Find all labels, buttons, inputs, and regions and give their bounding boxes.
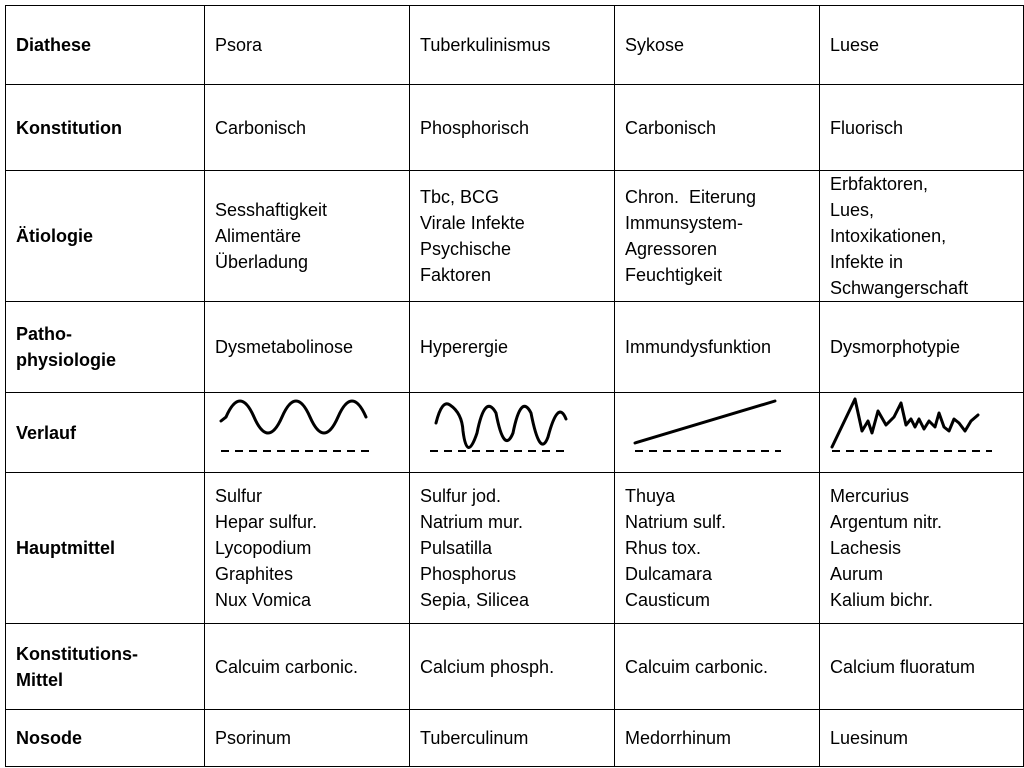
text-line: Sesshaftigkeit xyxy=(215,200,328,220)
row-verlauf xyxy=(6,393,1024,473)
cell-nosode-luese: Luesinum xyxy=(820,710,1024,767)
text-line: Mercurius xyxy=(830,486,910,506)
row-label-verlauf: Verlauf xyxy=(6,393,205,473)
sine-wave-narrow-graph xyxy=(410,393,615,472)
row-label-aetiologie: Ätiologie xyxy=(6,171,205,302)
text-line: Dulcamara xyxy=(625,564,713,584)
text-line: Erbfaktoren, xyxy=(830,174,929,194)
cell-aetiologie-tuberkulinismus xyxy=(410,171,615,302)
text-line: Thuya xyxy=(625,486,676,506)
cell-konstitution-luese: Fluorisch xyxy=(820,85,1024,171)
row-label-pathophysiologie xyxy=(6,302,205,393)
cell-verlauf-sykose xyxy=(615,393,820,473)
row-hauptmittel xyxy=(6,473,1024,624)
cell-konstitutionsmittel-tuberkulinismus: Calcium phosph. xyxy=(410,624,615,710)
text-line: Feuchtigkeit xyxy=(625,265,723,285)
text-line: Psychische xyxy=(420,239,512,259)
text-line: Faktoren xyxy=(420,265,492,285)
text-line: Causticum xyxy=(625,590,711,610)
text-line: Intoxikationen, xyxy=(830,226,947,246)
text-line: Lycopodium xyxy=(215,538,312,558)
text-line: Chron. Eiterung xyxy=(625,187,757,207)
text-line: Konstitutions- xyxy=(16,643,138,664)
text-line: Virale Infekte xyxy=(420,213,525,233)
cell-pathophysiologie-luese: Dysmorphotypie xyxy=(820,302,1024,393)
cell-konstitution-sykose: Carbonisch xyxy=(615,85,820,171)
text-line: Natrium sulf. xyxy=(625,512,727,532)
text-line: Schwangerschaft xyxy=(830,278,969,298)
row-label-nosode: Nosode xyxy=(6,710,205,767)
text-line: Tbc, BCG xyxy=(420,187,500,207)
cell-verlauf-luese xyxy=(820,393,1024,473)
cell-hauptmittel-psora xyxy=(205,473,410,624)
row-label-diathese: Diathese xyxy=(6,6,205,85)
cell-diathese-psora: Psora xyxy=(205,6,410,85)
text-line: Überladung xyxy=(215,252,309,272)
cell-pathophysiologie-psora: Dysmetabolinose xyxy=(205,302,410,393)
cell-diathese-luese: Luese xyxy=(820,6,1024,85)
cell-verlauf-psora xyxy=(205,393,410,473)
row-diathese xyxy=(6,6,1024,85)
cell-hauptmittel-sykose xyxy=(615,473,820,624)
row-konstitution xyxy=(6,85,1024,171)
linear-rise-graph xyxy=(615,393,820,472)
text-line: Pulsatilla xyxy=(420,538,493,558)
cell-diathese-tuberkulinismus: Tuberkulinismus xyxy=(410,6,615,85)
cell-nosode-tuberkulinismus: Tuberculinum xyxy=(410,710,615,767)
text-line: Immunsystem- xyxy=(625,213,744,233)
text-line: Sulfur xyxy=(215,486,263,506)
cell-aetiologie-psora xyxy=(205,171,410,302)
text-line: Aurum xyxy=(830,564,884,584)
text-line: Argentum nitr. xyxy=(830,512,943,532)
sine-wave-wide-graph xyxy=(205,393,410,472)
text-line: Natrium mur. xyxy=(420,512,524,532)
cell-konstitution-tuberkulinismus: Phosphorisch xyxy=(410,85,615,171)
cell-nosode-psora: Psorinum xyxy=(205,710,410,767)
cell-hauptmittel-tuberkulinismus xyxy=(410,473,615,624)
cell-verlauf-tuberkulinismus xyxy=(410,393,615,473)
cell-konstitution-psora: Carbonisch xyxy=(205,85,410,171)
row-konstitutionsmittel xyxy=(6,624,1024,710)
text-line: Hepar sulfur. xyxy=(215,512,318,532)
diathese-table xyxy=(5,5,1024,767)
text-line: Graphites xyxy=(215,564,294,584)
text-line: Mittel xyxy=(16,669,63,690)
row-nosode xyxy=(6,710,1024,767)
cell-konstitutionsmittel-sykose: Calcuim carbonic. xyxy=(615,624,820,710)
cell-pathophysiologie-tuberkulinismus: Hyperergie xyxy=(410,302,615,393)
text-line: Phosphorus xyxy=(420,564,517,584)
cell-konstitutionsmittel-luese: Calcium fluoratum xyxy=(820,624,1024,710)
text-line: Lues, xyxy=(830,200,875,220)
row-aetiologie xyxy=(6,171,1024,302)
text-line: Agressoren xyxy=(625,239,718,259)
cell-aetiologie-luese xyxy=(820,171,1024,302)
text-line: Patho- xyxy=(16,324,72,344)
cell-diathese-sykose: Sykose xyxy=(615,6,820,85)
cell-pathophysiologie-sykose: Immundysfunktion xyxy=(615,302,820,393)
row-pathophysiologie xyxy=(6,302,1024,393)
text-line: Lachesis xyxy=(830,538,902,558)
text-line: Alimentäre xyxy=(215,226,302,246)
cell-aetiologie-sykose xyxy=(615,171,820,302)
text-line: Nux Vomica xyxy=(215,590,312,610)
cell-hauptmittel-luese xyxy=(820,473,1024,624)
row-label-konstitutionsmittel xyxy=(6,624,205,710)
text-line: physiologie xyxy=(16,350,117,370)
row-label-konstitution: Konstitution xyxy=(6,85,205,171)
text-line: Infekte in xyxy=(830,252,904,272)
text-line: Kalium bichr. xyxy=(830,590,934,610)
erratic-zigzag-graph xyxy=(820,393,1024,472)
text-line: Sepia, Silicea xyxy=(420,590,530,610)
text-line: Sulfur jod. xyxy=(420,486,502,506)
cell-konstitutionsmittel-psora: Calcuim carbonic. xyxy=(205,624,410,710)
row-label-hauptmittel: Hauptmittel xyxy=(6,473,205,624)
cell-nosode-sykose: Medorrhinum xyxy=(615,710,820,767)
text-line: Rhus tox. xyxy=(625,538,702,558)
